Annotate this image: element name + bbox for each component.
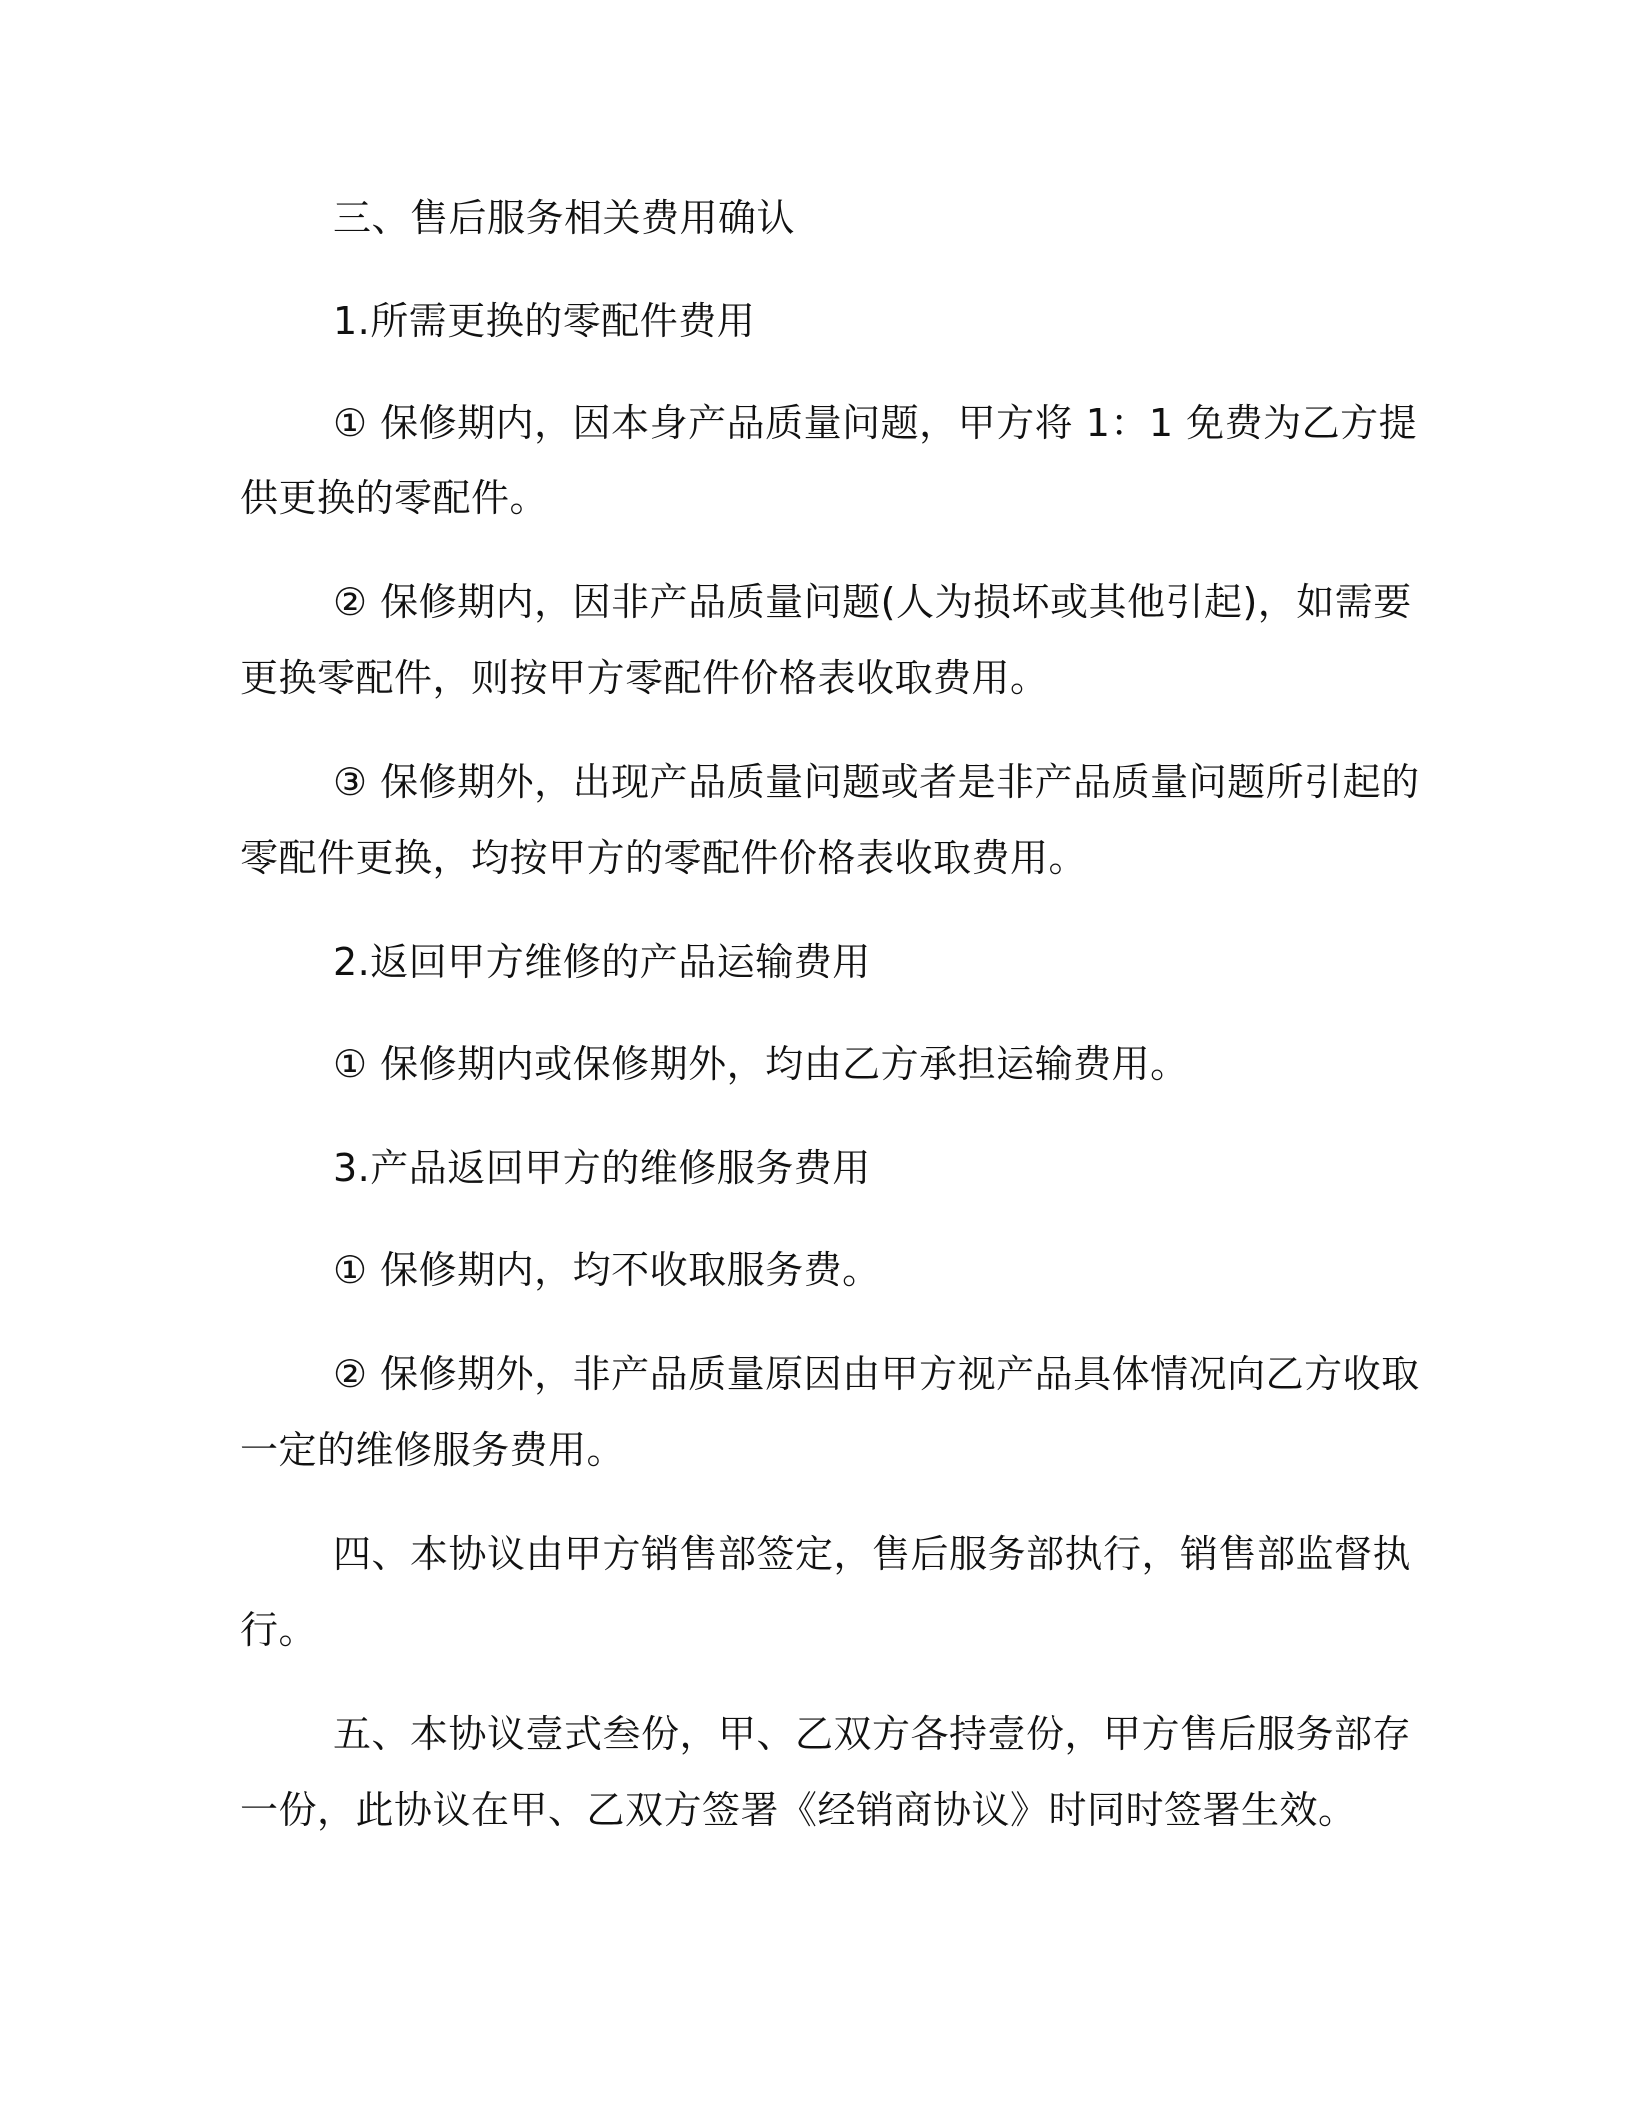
- subheading-3-3: 3.产品返回甲方的维修服务费用: [333, 1146, 871, 1190]
- subheading-3-2: 2.返回甲方维修的产品运输费用: [333, 940, 871, 984]
- section-4-line-2: 行。: [240, 1608, 318, 1652]
- clause-3-3-b-line-2: 一定的维修服务费用。: [240, 1428, 626, 1472]
- clause-3-3-b-line-1: ② 保修期外，非产品质量原因由甲方视产品具体情况向乙方收取: [333, 1352, 1420, 1396]
- clause-3-1-c-line-2: 零配件更换，均按甲方的零配件价格表收取费用。: [240, 836, 1088, 880]
- clause-3-1-b-line-1: ② 保修期内，因非产品质量问题(人为损坏或其他引起)，如需要: [333, 580, 1412, 624]
- clause-3-1-a-line-2: 供更换的零配件。: [240, 476, 549, 520]
- section-5-line-1: 五、本协议壹式叁份，甲、乙双方各持壹份，甲方售后服务部存: [333, 1712, 1412, 1756]
- clause-3-1-c-line-1: ③ 保修期外，出现产品质量问题或者是非产品质量问题所引起的: [333, 760, 1420, 804]
- clause-3-3-a: ① 保修期内，均不收取服务费。: [333, 1248, 881, 1292]
- section-5-line-2: 一份，此协议在甲、乙双方签署《经销商协议》时同时签署生效。: [240, 1788, 1357, 1832]
- clause-3-1-a-line-1: ① 保修期内，因本身产品质量问题，甲方将 1：1 免费为乙方提: [333, 401, 1418, 445]
- clause-3-1-b-line-2: 更换零配件，则按甲方零配件价格表收取费用。: [240, 656, 1049, 700]
- clause-3-2-a: ① 保修期内或保修期外，均由乙方承担运输费用。: [333, 1042, 1189, 1086]
- section-heading-3: 三、售后服务相关费用确认: [333, 196, 796, 240]
- subheading-3-1: 1.所需更换的零配件费用: [333, 299, 756, 343]
- section-4-line-1: 四、本协议由甲方销售部签定，售后服务部执行，销售部监督执: [333, 1532, 1412, 1576]
